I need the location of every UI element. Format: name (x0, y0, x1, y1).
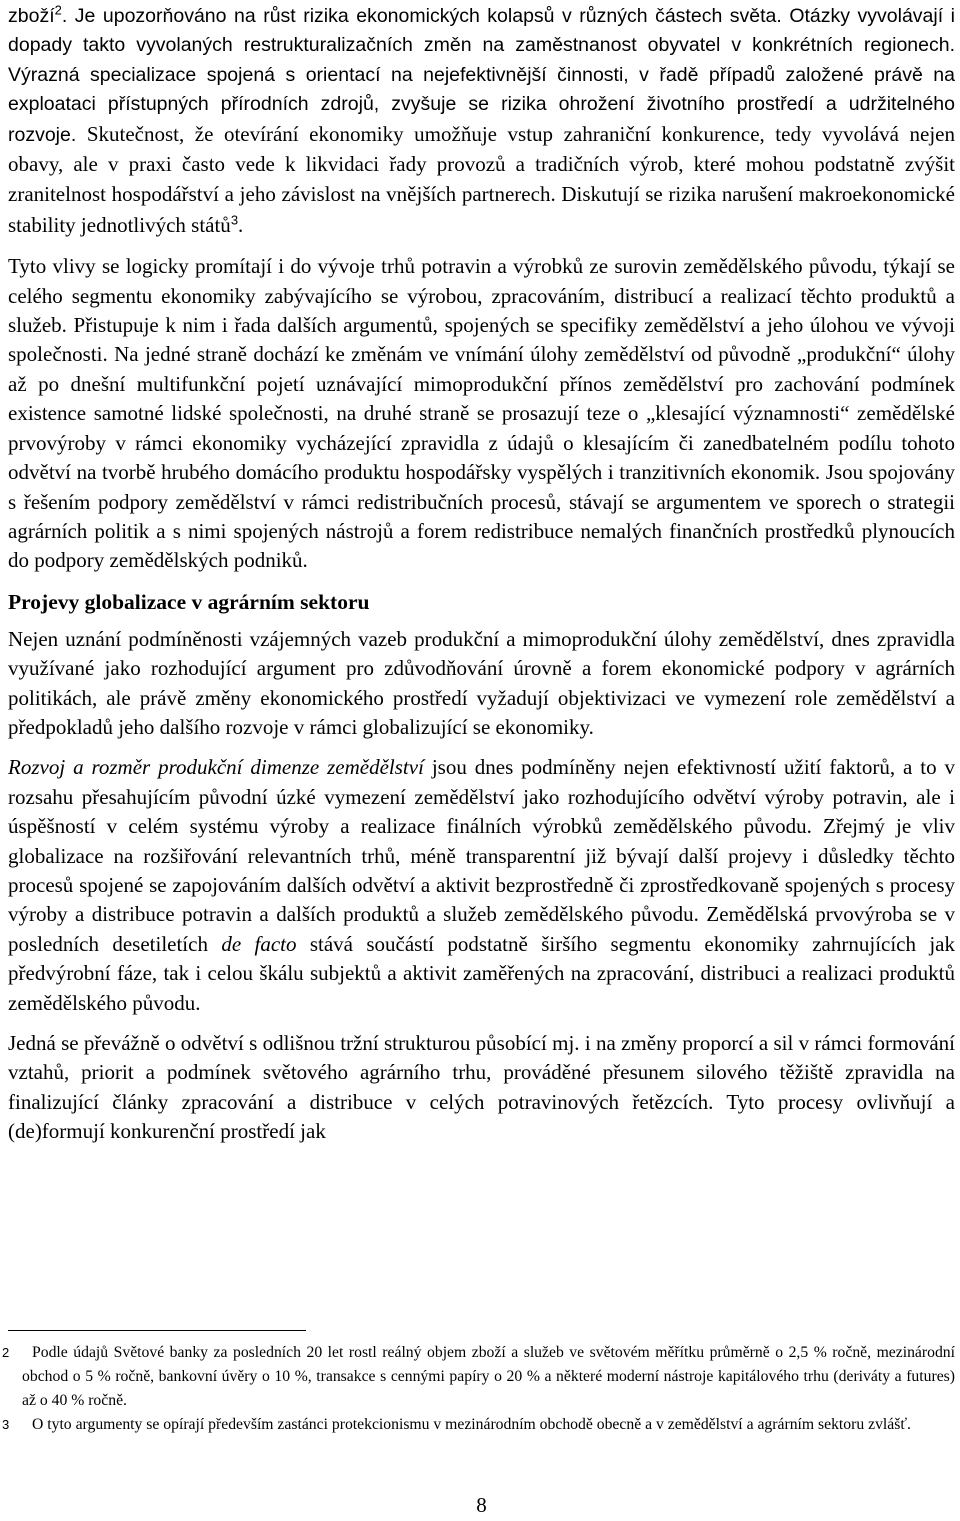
paragraph-1-end: . (238, 212, 244, 237)
paragraph-3: Nejen uznání podmíněnosti vzájemných vazeb produkční a mimoprodukční úlohy zemědělství, dnes zpravidla využívané jako rozhodující argument pro zdůvodňování úrovně a forem ekonomické podpory v agrárních politikách, ale právě změny ekonomického prostředí vyžadují objektivizaci ve vymezení role zemědělství a předpokladů jeho dalšího rozvoje v rámci globalizující se ekonomiky. (8, 626, 955, 739)
footnote-3 (2, 1413, 955, 1437)
footnote-text: Podle údajů Světové banky za posledních 20 let rostl reálný objem zboží a služeb ve světovém měřítku průměrně o 2,5 % ročně, mezinárodní obchod o 5 % ročně, bankovní úvěry o 10 %, transakce s cennými papíry o 20 % a některé moderní nástroje kapitálového trhu (deriváty a futures) až o 40 % ročně. (22, 1344, 955, 1409)
footnote-2 (2, 1341, 955, 1413)
paragraph-1-part-d: Skutečnost, že otevírání ekonomiky umožňuje vstup zahraniční konkurence, tedy vyvolává nejen obavy, ale v praxi často vede k likvidaci řady provozů a tradičních výrob, které mohou podstatně zvýšit zranitelnost hospodářství a jeho závislost na vnějších partnerech. Diskutují se rizika narušení makroekonomické stability jednotlivých států (8, 121, 955, 237)
footnote-number: 2 (2, 1345, 10, 1360)
paragraph-1-start: zboží (8, 5, 55, 27)
paragraph-4-italic-lead: Rozvoj a rozměr produkční dimenze zemědělství (8, 755, 424, 780)
footnote-text: O tyto argumenty se opírají především zastánci protekcionismu v mezinárodním obchodě obecně a v zemědělství a agrárním sektoru zvlášť. (32, 1416, 911, 1433)
paragraph-5: Jedná se převážně o odvětví s odlišnou tržní strukturou působící mj. i na změny proporcí a sil v rámci formování vztahů, priorit a podmínek světového agrárního trhu, prováděné přesunem silového těžiště zpravidla na finalizující články zpracování a distribuce v celých potravinových řetězcích. Tyto procesy ovlivňují a (de)formují konkurenční prostředí jak (8, 1031, 955, 1144)
footnote-number: 3 (2, 1417, 10, 1432)
paragraph-4-de-facto: de facto (221, 931, 297, 956)
section-heading: Projevy globalizace v agrárním sektoru (8, 589, 370, 614)
page-number: 8 (476, 1493, 487, 1517)
footnote-ref-2[interactable]: 2 (54, 2, 62, 18)
paragraph-4-part-a: jsou dnes podmíněny nejen efektivností užití faktorů, a to v rozsahu přesahujícím původní úzké vymezení zemědělství jako rozhodujícího odvětví výroby potravin, ale i úspěšností v celém systému výroby a realizace finálních výrobků zemědělského původu. Zřejmý je vliv globalizace na rozšiřování relevantních trhů, méně transparentní již bývají další projevy i důsledky těchto procesů spojené se zapojováním dalších odvětví a aktivit bezprostředně či zprostředkovaně spojených s procesy výroby a distribuce potravin a dalších produktů a služeb zemědělského původu. Zemědělská prvovýroba se v posledních desetiletích (8, 755, 956, 956)
paragraph-4-part-b: stává součástí podstatně širšího segmentu ekonomiky zahrnujících jak předvýrobní fáze, tak i celou škálu subjektů a aktivit zaměřených na zpracování, distribuci a realizaci produktů zemědělského původu. (8, 931, 956, 1015)
footnote-separator (8, 1330, 306, 1331)
paragraph-1 (8, 2, 955, 241)
document-page (2, 0, 956, 1517)
paragraph-1-part-c: Výrazná specializace spojená s orientací na nejefektivnější činnosti, v řadě případů založené právě na exploataci přístupných přírodních zdrojů, zvyšuje se rizika ohrožení životního prostředí a udržitelného rozvoje. (8, 63, 955, 146)
paragraph-1-part-b: . Je upozorňováno na růst rizika ekonomických kolapsů v různých částech světa. Otázky vyvolávají i dopady takto vyvolaných restrukturalizačních změn na zaměstnanost obyvatel v konkrétních regionech. (8, 5, 955, 57)
footnotes (2, 1341, 955, 1437)
paragraph-4 (8, 753, 955, 1018)
footnote-ref-3[interactable]: 3 (230, 212, 239, 228)
paragraph-2: Tyto vlivy se logicky promítají i do vývoje trhů potravin a výrobků ze surovin zemědělského původu, týkají se celého segmentu ekonomiky zabývajícího se výrobou, zpracováním, distribucí a realizací těchto produktů a služeb. Přistupuje k nim i řada dalších argumentů, spojených se specifiky zemědělství a jeho úlohou ve vývoji společnosti. Na jedné straně dochází ke změnám ve vnímání úlohy zemědělství od původně „produkční“ úlohy až po dnešní multifunkční pojetí uznávající mimoprodukční přínos zemědělství pro zachování podmínek existence samotné lidské společnosti, na druhé straně se prosazují teze o „klesající významnosti“ zemědělské prvovýroby v rámci ekonomiky vycházející zpravidla z údajů o klesajícím či zanedbatelném podílu tohoto odvětví na tvorbě hrubého domácího produktu hospodářsky vyspělých i tranzitivních ekonomik. Jsou spojovány s řešením podpory zemědělství v rámci redistribučních procesů, stávají se argumentem ve sporech o strategii agrárních politik a s nimi spojených nástrojů a forem redistribuce nemalých finančních prostředků plynoucích do podpory zemědělských podniků. (8, 254, 955, 573)
